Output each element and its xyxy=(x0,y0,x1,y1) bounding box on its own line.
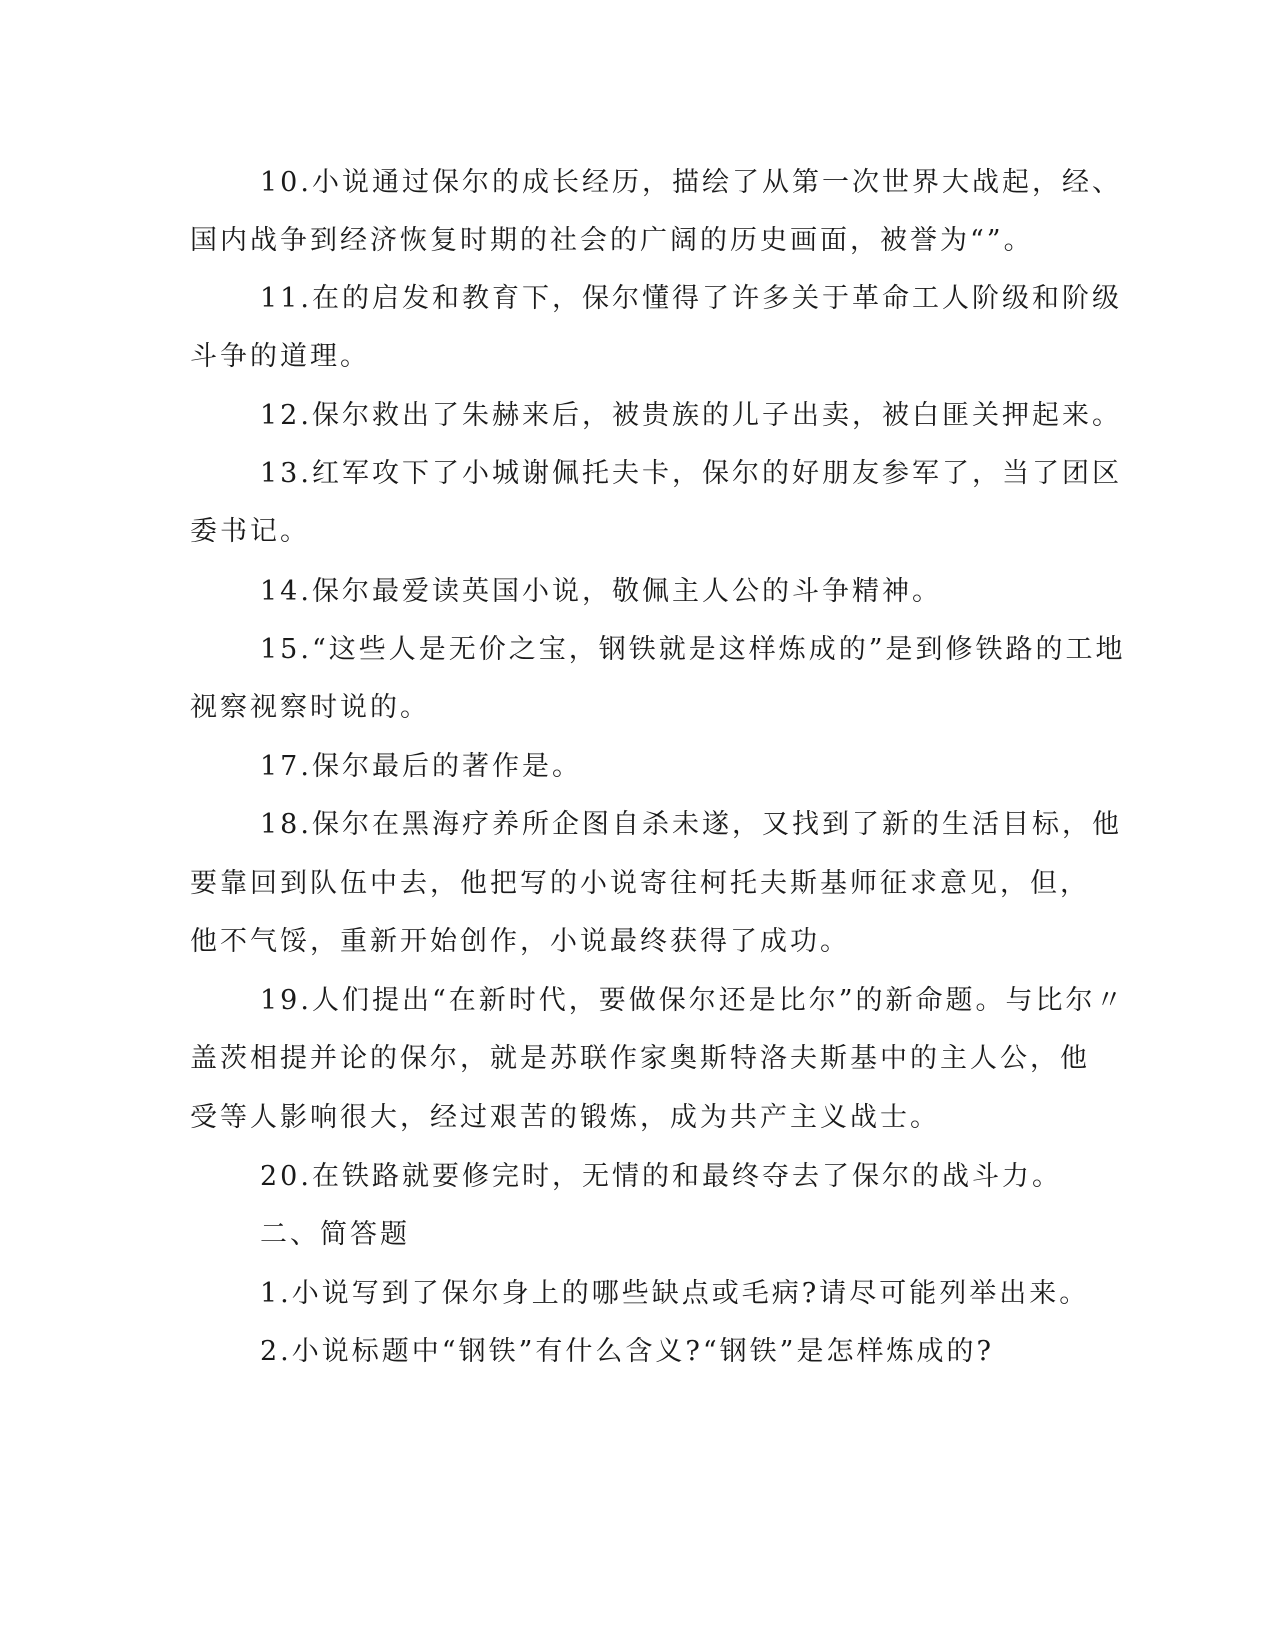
short-answer-q1: 1.小说写到了保尔身上的哪些缺点或毛病?请尽可能列举出来。 xyxy=(260,1278,1090,1309)
q18-line-3: 他不气馁，重新开始创作，小说最终获得了成功。 xyxy=(190,926,850,957)
q13-line-2: 委书记。 xyxy=(190,516,310,547)
q17-line-1: 17.保尔最后的著作是。 xyxy=(260,751,582,782)
section-heading: 二、简答题 xyxy=(260,1219,410,1250)
q18-line-1: 18.保尔在黑海疗养所企图自杀未遂，又找到了新的生活目标，他 xyxy=(260,809,1122,840)
q10-line-2: 国内战争到经济恢复时期的社会的广阔的历史画面，被誉为“”。 xyxy=(190,225,1034,256)
q19-line-3: 受等人影响很大，经过艰苦的锻炼，成为共产主义战士。 xyxy=(190,1102,940,1133)
q19-line-2: 盖茨相提并论的保尔，就是苏联作家奥斯特洛夫斯基中的主人公，他 xyxy=(190,1043,1090,1074)
q18-line-2: 要靠回到队伍中去，他把写的小说寄往柯托夫斯基师征求意见，但， xyxy=(190,868,1090,899)
q14-line-1: 14.保尔最爱读英国小说，敬佩主人公的斗争精神。 xyxy=(260,576,942,607)
q15-line-2: 视察视察时说的。 xyxy=(190,692,430,723)
short-answer-q2: 2.小说标题中“钢铁”有什么含义?“钢铁”是怎样炼成的? xyxy=(260,1336,994,1367)
q20-line-1: 20.在铁路就要修完时，无情的和最终夺去了保尔的战斗力。 xyxy=(260,1161,1062,1192)
q12-line-1: 12.保尔救出了朱赫来后，被贵族的儿子出卖，被白匪关押起来。 xyxy=(260,400,1122,431)
q11-line-1: 11.在的启发和教育下，保尔懂得了许多关于革命工人阶级和阶级 xyxy=(260,283,1122,314)
q10-line-1: 10.小说通过保尔的成长经历，描绘了从第一次世界大战起，经、 xyxy=(260,167,1122,198)
q13-line-1: 13.红军攻下了小城谢佩托夫卡，保尔的好朋友参军了，当了团区 xyxy=(260,458,1122,489)
q15-line-1: 15.“这些人是无价之宝，钢铁就是这样炼成的”是到修铁路的工地 xyxy=(260,634,1126,665)
q19-line-1: 19.人们提出“在新时代，要做保尔还是比尔”的新命题。与比尔〃 xyxy=(260,985,1126,1016)
q11-line-2: 斗争的道理。 xyxy=(190,341,370,372)
